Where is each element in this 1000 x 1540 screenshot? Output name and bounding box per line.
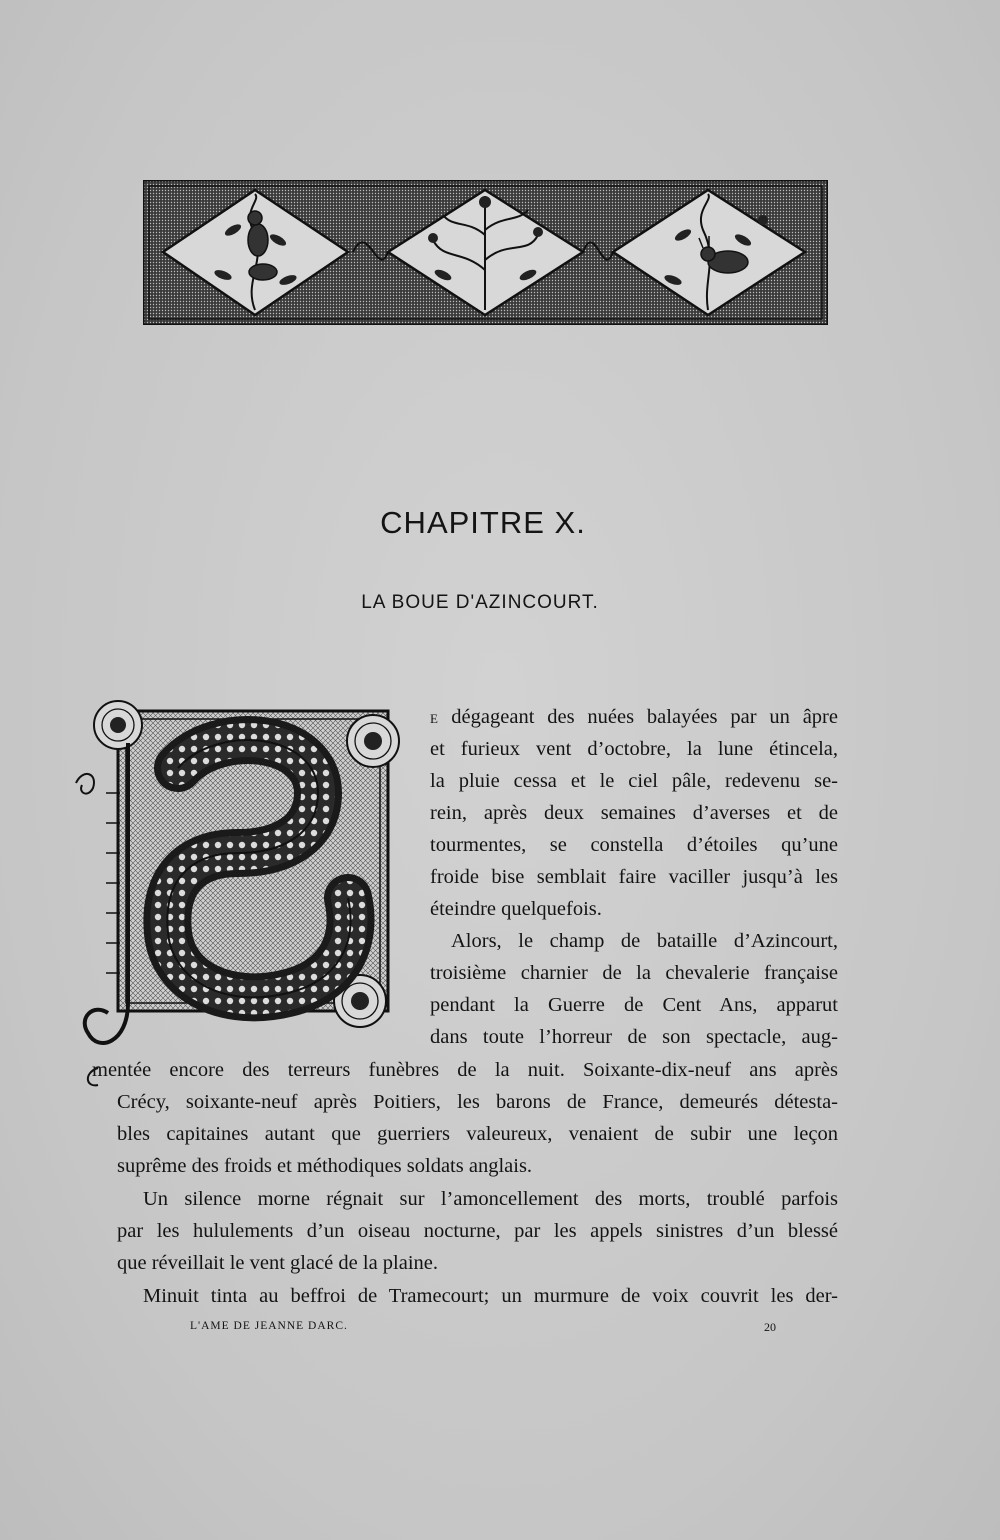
text-line: éteindre quelquefois. [430, 898, 602, 920]
text-line: mentée encore des terreurs funèbres de la nuit. Soixante-dix-neuf ans après [92, 1059, 838, 1081]
text-line: Crécy, soixante-neuf après Poitiers, les barons de France, demeurés détesta- [117, 1091, 838, 1113]
text-line: Un silence morne régnait sur l’amoncellement des morts, troublé parfois [143, 1188, 838, 1210]
text-line: pendant la Guerre de Cent Ans, apparut [430, 994, 838, 1016]
text-line: que réveillait le vent glacé de la plaine. [117, 1252, 439, 1274]
dropcap-continuation: E [430, 711, 439, 726]
chapter-title: CHAPITRE X. [380, 505, 586, 540]
text-line [430, 701, 838, 735]
chapter-subtitle: LA BOUE D'AZINCOURT. [361, 592, 599, 613]
running-title: L'AME DE JEANNE DARC. [190, 1320, 348, 1332]
text-line: tourmentes, se constella d’étoiles qu’une [430, 834, 838, 856]
text-line: troisième charnier de la chevalerie française [430, 962, 838, 984]
illuminated-dropcap-s [68, 683, 418, 1088]
ornamental-header-banner [143, 180, 828, 325]
text-line: bles capitaines autant que guerriers valeureux, venaient de subir une leçon [117, 1123, 838, 1145]
text-line: dans toute l’horreur de son spectacle, aug- [430, 1026, 838, 1048]
text-line-rest: dégageant des nuées balayées par un âpre [438, 706, 838, 728]
text-line: la pluie cessa et le ciel pâle, redevenu se- [430, 770, 838, 792]
page-number: 20 [764, 1320, 776, 1334]
text-line: Alors, le champ de bataille d’Azincourt, [451, 930, 838, 952]
text-line: rein, après deux semaines d’averses et de [430, 802, 838, 824]
text-line: par les hululements d’un oiseau nocturne, par les appels sinistres d’un blessé [117, 1220, 838, 1242]
text-line: et furieux vent d’octobre, la lune étincela, [430, 738, 838, 760]
text-line: suprême des froids et méthodiques soldats anglais. [117, 1155, 533, 1177]
text-line: froide bise semblait faire vaciller jusqu’à les [430, 866, 838, 888]
text-line: Minuit tinta au beffroi de Tramecourt; un murmure de voix couvrit les der- [143, 1285, 838, 1307]
